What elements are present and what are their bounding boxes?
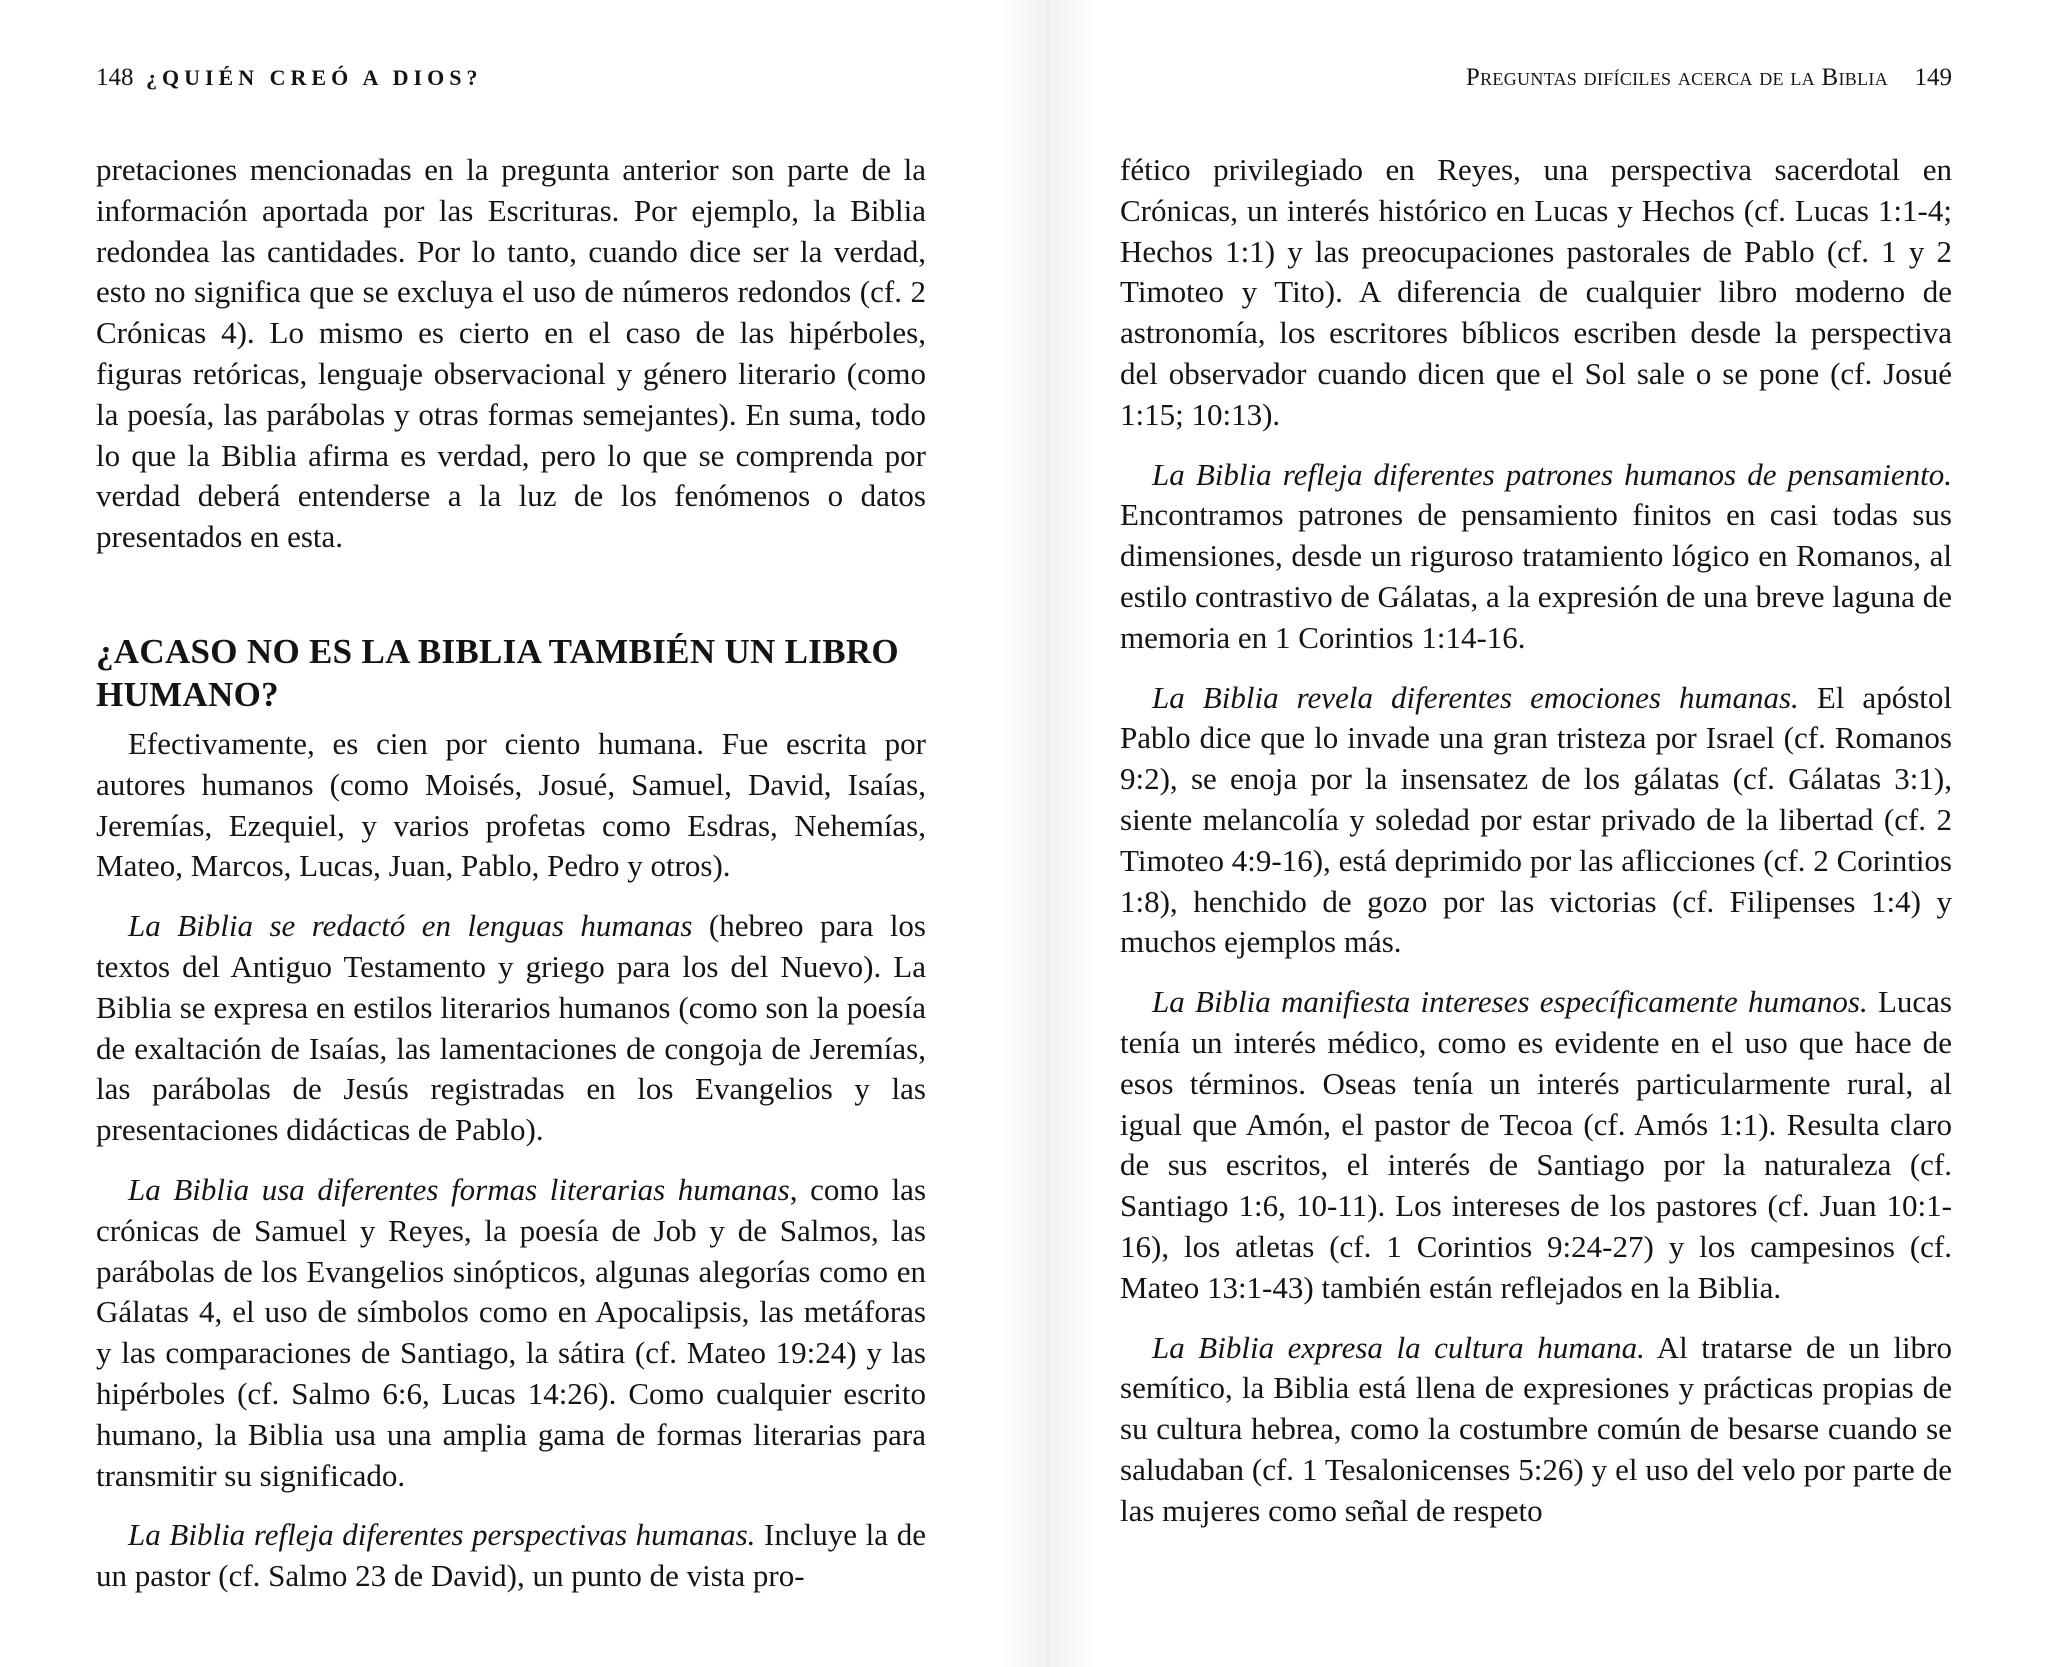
left-continued-paragraph: pretaciones mencionadas en la pregunta anterior son parte de la información aportada por las Escrituras. Por ejemplo, la Biblia redondea las cantidades. Por lo tanto, cuando dice ser la verdad, esto no significa que se excluya el uso de números redondos (cf. 2 Crónicas 4). Lo mismo es cierto en el caso de las hipérboles, figuras retóricas, lenguaje observacional y género literario (como la poesía, las parábolas y otras formas semejantes). En suma, todo lo que la Biblia afirma es verdad, pero lo que se comprenda por verdad deberá entenderse a la luz de los fenómenos o datos presentados en esta. xyxy=(96,152,926,555)
right-paragraph-4 xyxy=(1120,1328,1952,1532)
left-page-text xyxy=(96,150,926,1616)
left-running-head xyxy=(96,58,926,98)
left-paragraph-2 xyxy=(96,906,926,1151)
right-running-title: Preguntas difíciles acerca de la Biblia xyxy=(1465,64,1888,91)
section-heading: ¿ACASO NO ES LA BIBLIA TAMBIÉN UN LIBRO HUMANO? xyxy=(96,631,899,714)
left-paragraph-3-body: , como las crónicas de Samuel y Reyes, la poesía de Job y de Salmos, las parábolas de los Evangelios sinópticos, algunas alegorías como en Gálatas 4, el uso de símbolos como en Apocalipsis, las metáforas y las comparaciones de Santiago, la sátira (cf. Mateo 19:24) y las hipérboles (cf. Salmo 6:6, Lucas 14:26). Como cualquier escrito humano, la Biblia usa una amplia gama de formas literarias para transmitir su significado. xyxy=(96,1171,927,1493)
right-paragraph-3 xyxy=(1120,982,1952,1308)
left-paragraph-2-body: (hebreo para los textos del Antiguo Testamento y griego para los del Nuevo). La Biblia se expresa en estilos literarios humanos (como son la poesía de exaltación de Isaías, las lamentaciones de congoja de Jeremías, las parábolas de Jesús registradas en los Evangelios y las presentaciones didácticas de Pablo). xyxy=(96,908,927,1148)
left-paragraph-4-body: Incluye la de un pastor (cf. Salmo 23 de David), un punto de vista pro- xyxy=(96,1517,926,1594)
right-paragraph-2-lead: La Biblia revela diferentes emociones humanas. xyxy=(1152,679,1799,715)
right-continued-paragraph: fético privilegiado en Reyes, una perspectiva sacerdotal en Crónicas, un interés histórico en Lucas y Hechos (cf. Lucas 1:1-4; Hechos 1:1) y las preocupaciones pastorales de Pablo (cf. 1 y 2 Timoteo y Tito). A diferencia de cualquier libro moderno de astronomía, los escritores bíblicos escriben desde la perspectiva del observador cuando dicen que el Sol sale o se pone (cf. Josué 1:15; 10:13). xyxy=(1120,152,1952,432)
right-paragraph-3-body: Lucas tenía un interés médico, como es evidente en el uso que hace de esos términos. Oseas tenía un interés particularmente rural, al igual que Amón, el pastor de Tecoa (cf. Amós 1:1). Resulta claro de sus escritos, el interés de Santiago por la naturaleza (cf. Santiago 1:6, 10-11). Los intereses de los pastores (cf. Juan 10:1-16), los atletas (cf. 1 Corintios 9:24-27) y los campesinos (cf. Mateo 13:1-43) también están reflejados en la Biblia. xyxy=(1120,984,1952,1305)
left-running-title: ¿QUIÉN CREÓ A DIOS? xyxy=(146,65,483,90)
left-paragraph-4 xyxy=(96,1515,926,1597)
right-paragraph-1-body: Encontramos patrones de pensamiento finitos en casi todas sus dimensiones, desde un riguroso tratamiento lógico en Romanos, al estilo contrastivo de Gálatas, a la expresión de una breve laguna de memoria en 1 Corintios 1:14-16. xyxy=(1120,497,1952,655)
left-paragraph-4-lead: La Biblia refleja diferentes perspectivas humanas. xyxy=(128,1517,756,1553)
right-paragraph-2 xyxy=(1120,678,1952,964)
left-page-number: 148 xyxy=(96,64,134,91)
right-running-head xyxy=(1120,58,1952,98)
left-paragraph-3 xyxy=(96,1170,926,1496)
right-page xyxy=(1120,0,1952,1667)
left-paragraph-1: Efectivamente, es cien por ciento humana. Fue escrita por autores humanos (como Moisés, Josué, Samuel, David, Isaías, Jeremías, Ezequiel, y varios profetas como Esdras, Nehemías, Mateo, Marcos, Lucas, Juan, Pablo, Pedro y otros). xyxy=(96,725,926,884)
left-paragraph-2-lead: La Biblia se redactó en lenguas humanas xyxy=(128,908,693,944)
right-paragraph-3-lead: La Biblia manifiesta intereses específicamente humanos. xyxy=(1152,984,1868,1020)
book-gutter xyxy=(1000,0,1096,1667)
left-paragraph-3-lead: La Biblia usa diferentes formas literarias humanas xyxy=(128,1171,790,1207)
right-paragraph-1 xyxy=(1120,455,1952,659)
left-page xyxy=(96,0,926,1667)
right-paragraph-1-lead: La Biblia refleja diferentes patrones humanos de pensamiento. xyxy=(1152,456,1952,492)
right-paragraph-4-lead: La Biblia expresa la cultura humana. xyxy=(1152,1329,1645,1365)
right-paragraph-4-body: Al tratarse de un libro semítico, la Biblia está llena de expresiones y prácticas propias de su cultura hebrea, como la costumbre común de besarse cuando se saludaban (cf. 1 Tesalonicenses 5:26) y el uso del velo por parte de las mujeres como señal de respeto xyxy=(1120,1329,1952,1528)
right-paragraph-2-body: El apóstol Pablo dice que lo invade una gran tristeza por Israel (cf. Romanos 9:2), se enoja por la insensatez de los gálatas (cf. Gálatas 3:1), siente melancolía y soledad por estar privado de la libertad (cf. 2 Timoteo 4:9-16), está deprimido por las aflicciones (cf. 2 Corintios 1:8), henchido de gozo por las victorias (cf. Filipenses 1:4) y muchos ejemplos más. xyxy=(1120,679,1952,960)
right-page-text xyxy=(1120,150,1952,1551)
right-page-number: 149 xyxy=(1914,64,1952,91)
